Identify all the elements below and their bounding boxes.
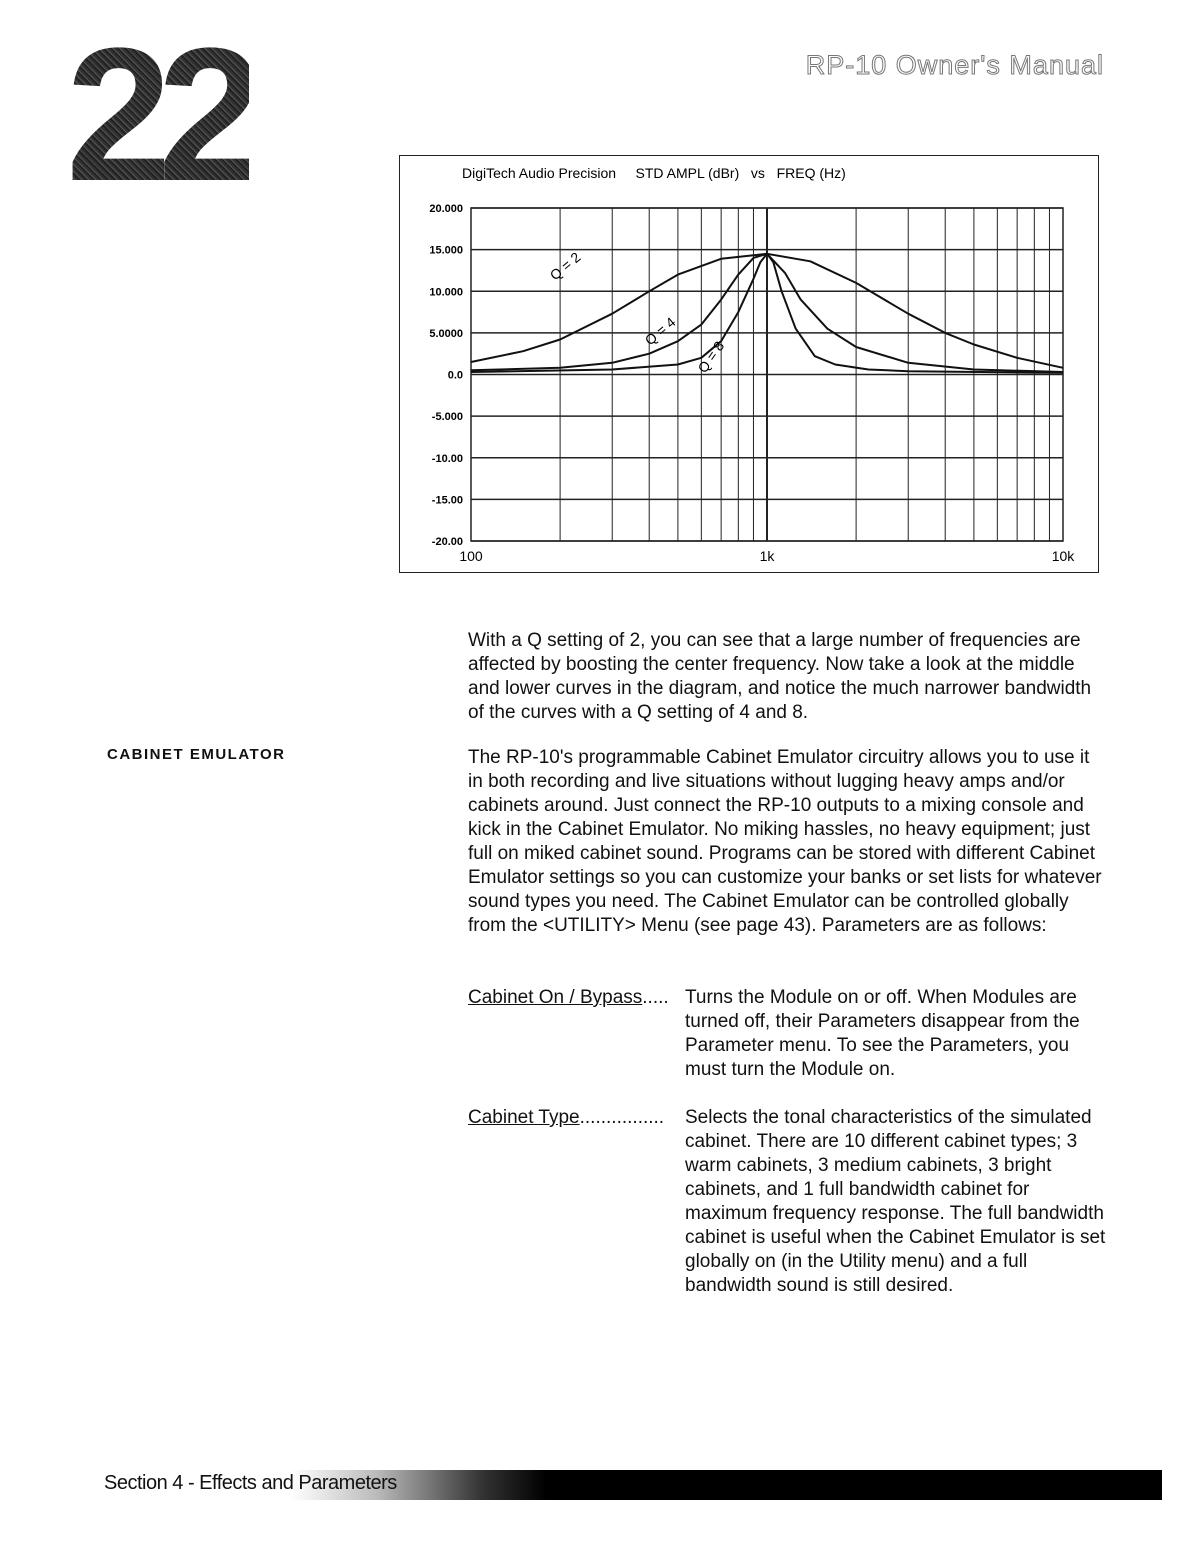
y-tick-label: 5.0000 (429, 327, 463, 340)
param-description: Turns the Module on or off. When Modules are turned off, their Parameters disappear from the Parameter menu. To see the Parameters, you must turn the Module on. (685, 987, 1080, 1080)
param-term (468, 1106, 664, 1130)
chart-title: DigiTech Audio Precision STD AMPL (dBr) vs FREQ (Hz) (462, 165, 846, 181)
y-tick-label: -20.00 (431, 536, 463, 548)
x-tick-label: 10k (1051, 548, 1075, 564)
section-paragraph: The RP-10's programmable Cabinet Emulator circuitry allows you to use it in both recording and live situations without lugging heavy amps and/or cabinets around. Just connect the RP-10 outputs to a mixing console and kick in the Cabinet Emulator. No miking hassles, no heavy equipment; just full on miked cabinet sound. Programs can be stored with different Cabinet Emulator settings so you can customize your banks or set lists for whatever sound types you need. The Cabinet Emulator can be controlled globally from the <UTILITY> Menu (see page 43). Parameters are as follows: (468, 747, 1102, 936)
param-leader: ..... (642, 987, 669, 1008)
param-term-label: Cabinet On / Bypass (468, 987, 643, 1008)
manual-title: RP-10 Owner's Manual (805, 50, 1104, 80)
x-tick-label: 1k (759, 548, 775, 564)
y-tick-label: -5.000 (431, 411, 463, 424)
x-tick-label: 100 (459, 548, 483, 564)
chart-svg (400, 156, 1098, 572)
section-heading: CABINET EMULATOR (107, 746, 286, 763)
y-tick-label: 0.0 (447, 369, 463, 382)
y-tick-label: -15.00 (431, 494, 463, 507)
series-label: Q = 8 (694, 338, 728, 376)
param-leader: ................ (579, 1107, 665, 1128)
series-label: Q = 4 (641, 313, 679, 349)
y-tick-label: 10.000 (429, 286, 463, 299)
param-term-label: Cabinet Type (468, 1107, 580, 1128)
series-label: Q = 2 (546, 248, 584, 284)
page-number: 22 (66, 9, 250, 221)
intro-paragraph: With a Q setting of 2, you can see that a large number of frequencies are affected by boosting the center frequency. Now take a look at the middle and lower curves in the diagram, and notice the much narrower bandwidth of the curves with a Q setting of 4 and 8. (468, 630, 1092, 723)
param-term (468, 986, 669, 1010)
y-tick-label: 15.000 (429, 244, 463, 257)
eq-response-chart (399, 155, 1099, 573)
y-tick-label: 20.000 (429, 203, 463, 215)
y-tick-label: -10.00 (431, 452, 463, 465)
footer-section-label: Section 4 - Effects and Parameters (104, 1472, 397, 1494)
param-description: Selects the tonal characteristics of the simulated cabinet. There are 10 different cabinet types; 3 warm cabinets, 3 medium cabinets, 3 bright cabinets, and 1 full bandwidth cabinet for maximum frequency response. The full bandwidth cabinet is useful when the Cabinet Emulator is set globally on (in the Utility menu) and a full bandwidth sound is still desired. (685, 1107, 1106, 1296)
